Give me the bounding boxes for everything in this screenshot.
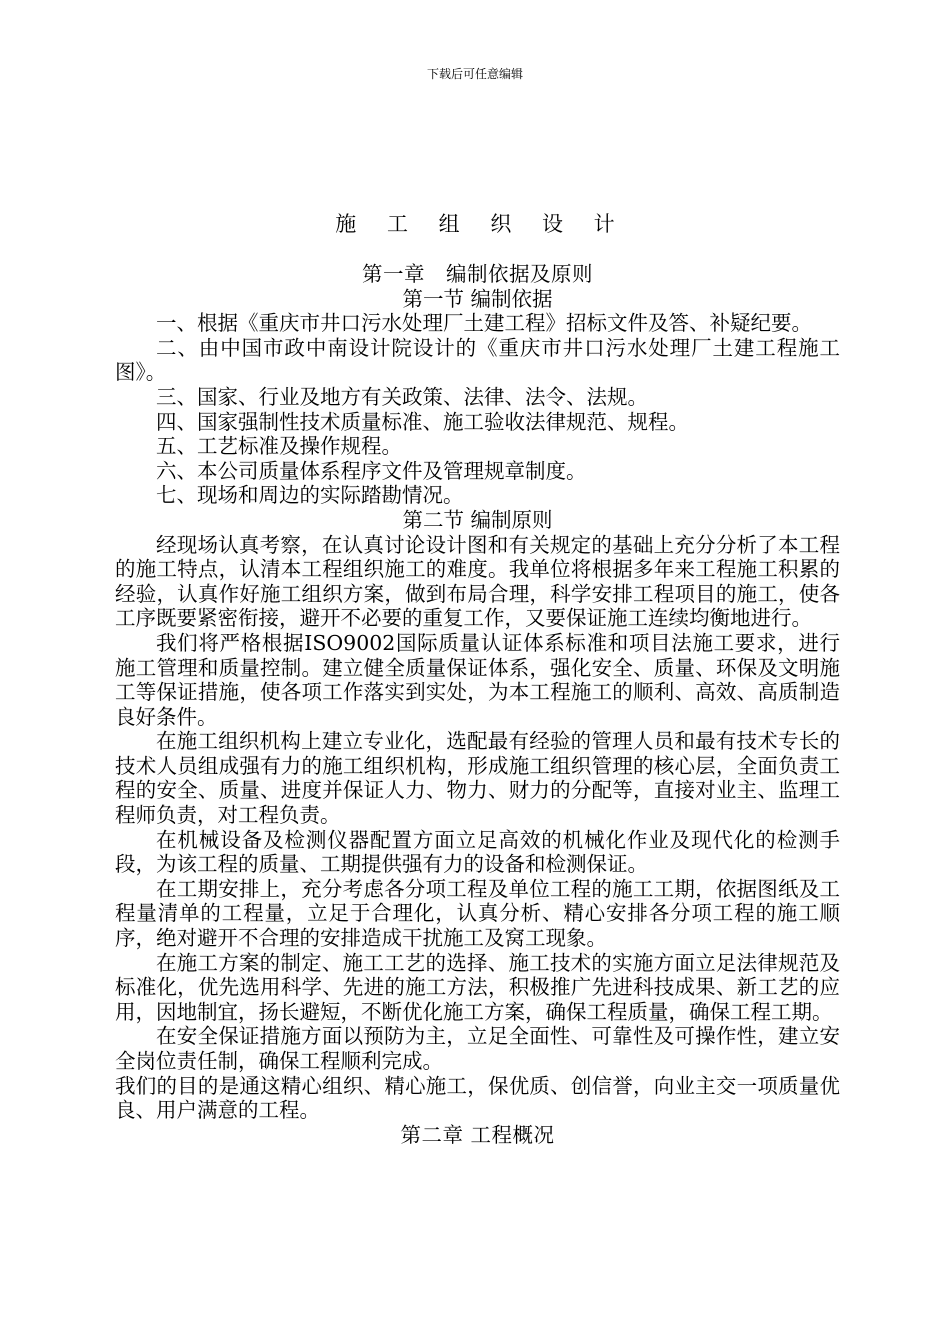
principle-paragraph: 在机械设备及检测仪器配置方面立足高效的机械化作业及现代化的检测手段，为该工程的质量、工期提供强有力的设备和检测保证。 <box>115 827 840 877</box>
principle-paragraph: 我们将严格根据ISO9002国际质量认证体系标准和项目法施工要求，进行施工管理和质量控制。建立健全质量保证体系，强化安全、质量、环保及文明施工等保证措施，使各项工作落实到实处，为本工程施工的顺利、高效、高质制造良好条件。 <box>115 630 840 729</box>
basis-item: 四、国家强制性技术质量标准、施工验收法律规范、规程。 <box>156 409 689 434</box>
document-body <box>115 262 840 1147</box>
principle-paragraph: 在安全保证措施方面以预防为主，立足全面性、可靠性及可操作性，建立安全岗位责任制，确保工程顺利完成。 <box>115 1024 840 1073</box>
section-1-heading: 第一节 编制依据 <box>402 286 553 311</box>
section-2-heading: 第二节 编制原则 <box>402 507 553 532</box>
basis-item: 五、工艺标准及操作规程。 <box>156 434 402 459</box>
page-header-note: 下载后可任意编辑 <box>426 67 523 81</box>
principle-paragraph: 在施工组织机构上建立专业化，选配最有经验的管理人员和最有技术专长的技术人员组成强有力的施工组织机构，形成施工组织管理的核心层，全面负责工程的安全、质量、进度并保证人力、物力、财力的分配等，直接对业主、监理工程师负责，对工程负责。 <box>115 729 840 828</box>
principle-paragraph: 在施工方案的制定、施工工艺的选择、施工技术的实施方面立足法律规范及标准化，优先选用科学、先进的施工方法，积极推广先进科技成果、新工艺的应用，因地制宜，扬长避短，不断优化施工方案，确保工程质量，确保工程工期。 <box>115 950 840 1024</box>
closing-paragraph: 我们的目的是通这精心组织、精心施工，保优质、创信誉，向业主交一项质量优良、用户满意的工程。 <box>115 1073 840 1123</box>
chapter-2-heading: 第二章 工程概况 <box>400 1122 555 1147</box>
principle-paragraph: 经现场认真考察，在认真讨论设计图和有关规定的基础上充分分析了本工程的施工特点，认清本工程组织施工的难度。我单位将根据多年来工程施工积累的经验，认真作好施工组织方案，做到布局合理，科学安排工程项目的施工，使各工序既要紧密衔接，避开不必要的重复工作，又要保证施工连续均衡地进行。 <box>115 532 840 631</box>
basis-item: 三、国家、行业及地方有关政策、法律、法令、法规。 <box>156 384 648 409</box>
basis-item: 二、由中国市政中南设计院设计的《重庆市井口污水处理厂土建工程施工图》。 <box>115 335 840 385</box>
principle-paragraph: 在工期安排上，充分考虑各分项工程及单位工程的施工工期，依据图纸及工程量清单的工程量，立足于合理化，认真分析、精心安排各分项工程的施工顺序，绝对避开不合理的安排造成干扰施工及窝工现象。 <box>115 876 840 951</box>
document-title: 施 工 组 织 设 计 <box>335 212 627 236</box>
basis-item: 六、本公司质量体系程序文件及管理规章制度。 <box>156 458 587 483</box>
basis-item: 七、现场和周边的实际踏勘情况。 <box>156 483 464 508</box>
chapter-1-heading: 第一章 编制依据及原则 <box>362 262 593 286</box>
basis-item: 一、根据《重庆市井口污水处理厂土建工程》招标文件及答、补疑纪要。 <box>156 311 812 336</box>
